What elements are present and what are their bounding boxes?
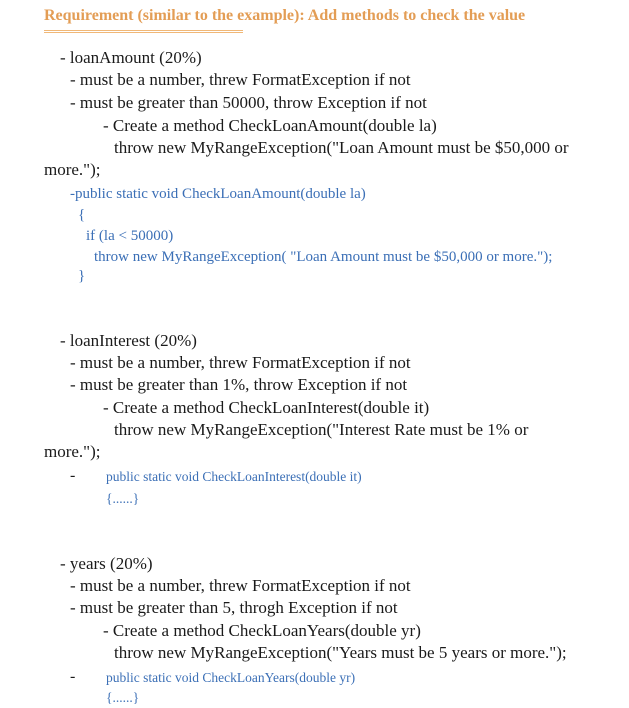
loan-interest-rule-number: - must be a number, threw FormatException if not xyxy=(70,353,411,372)
loan-amount-code-open-brace: { xyxy=(78,207,86,223)
loan-interest-throw-continuation: more."); xyxy=(44,442,101,461)
heading-underline xyxy=(44,30,243,33)
years-method-line: - Create a method CheckLoanYears(double yr) xyxy=(103,621,421,640)
years-code-signature: public static void CheckLoanYears(double yr) xyxy=(106,670,356,685)
loan-amount-rule-number: - must be a number, threw FormatException if not xyxy=(70,70,411,89)
loan-amount-throw-line: throw new MyRangeException("Loan Amount must be $50,000 or xyxy=(114,138,569,157)
loan-amount-rule-range: - must be greater than 50000, throw Exception if not xyxy=(70,93,427,112)
loan-interest-throw-line: throw new MyRangeException("Interest Rate must be 1% or xyxy=(114,420,529,439)
loan-amount-throw-continuation: more."); xyxy=(44,160,101,179)
loan-interest-method-line: - Create a method CheckLoanInterest(double it) xyxy=(103,398,430,417)
loan-interest-rule-range: - must be greater than 1%, throw Exception if not xyxy=(70,375,408,394)
loan-amount-code-throw: throw new MyRangeException( "Loan Amount must be $50,000 or more."); xyxy=(94,249,553,265)
loan-interest-code-body: {......} xyxy=(106,491,140,506)
loan-amount-code-close-brace: } xyxy=(78,268,86,284)
years-title: - years (20%) xyxy=(60,554,153,573)
loan-interest-code-dash: - xyxy=(70,467,76,484)
loan-amount-code-signature: -public static void CheckLoanAmount(double la) xyxy=(70,186,366,202)
years-rule-range: - must be greater than 5, throgh Exception if not xyxy=(70,598,398,617)
years-code-dash: - xyxy=(70,668,76,685)
years-throw-line: throw new MyRangeException("Years must be 5 years or more."); xyxy=(114,643,567,662)
loan-interest-title: - loanInterest (20%) xyxy=(60,331,197,350)
loan-amount-code-if: if (la < 50000) xyxy=(86,228,174,244)
years-rule-number: - must be a number, threw FormatException if not xyxy=(70,576,411,595)
years-code-body: {......} xyxy=(106,690,140,705)
loan-amount-title: - loanAmount (20%) xyxy=(60,48,202,67)
requirement-heading: Requirement (similar to the example): Add methods to check the value xyxy=(44,7,526,24)
loan-interest-code-signature: public static void CheckLoanInterest(double it) xyxy=(106,469,362,484)
loan-amount-method-line: - Create a method CheckLoanAmount(double la) xyxy=(103,116,437,135)
